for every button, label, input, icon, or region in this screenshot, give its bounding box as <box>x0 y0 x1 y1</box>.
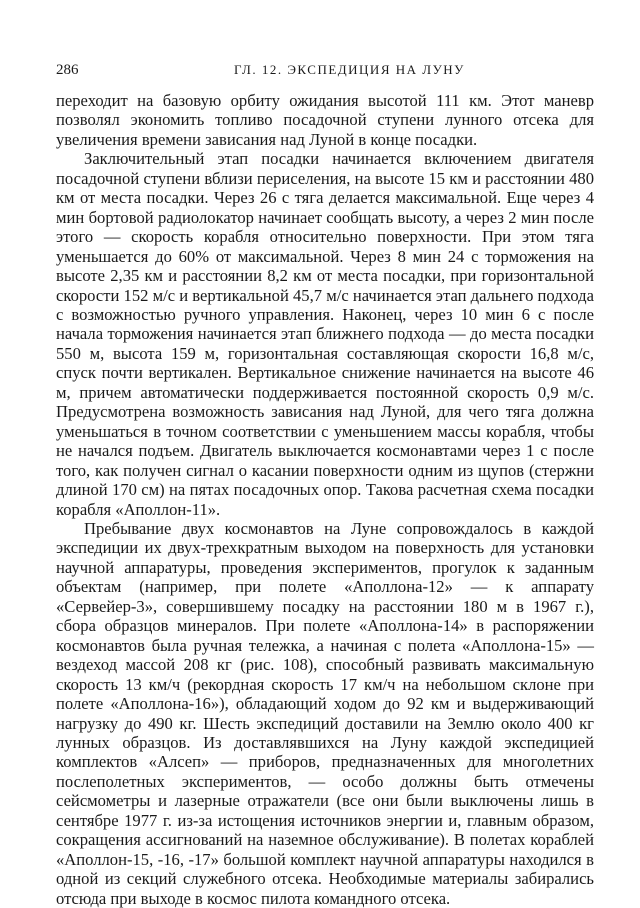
body-text <box>56 91 594 908</box>
running-head <box>56 62 594 79</box>
book-page <box>56 62 594 908</box>
page-number: 286 <box>56 62 79 78</box>
chapter-title: ГЛ. 12. ЭКСПЕДИЦИЯ НА ЛУНУ <box>234 62 465 77</box>
paragraph-landing-stages: Заключительный этап посадки начинается включением двигателя посадочной ступени вблизи периселения, на высоте 15 км и расстоянии 480 км от места посадки. Через 26 с тяга делается максимальной. Еще через 4 мин бортовой радиолокатор начинает сообщать высоту, а через 2 мин после этого — скорость корабля относительно поверхности. При этом тяга уменьшается до 60% от максимальной. Через 8 мин 24 с торможения на высоте 2,35 км и расстоянии 8,2 км от места посадки, при горизонтальной скорости 152 м/с и вертикальной 45,7 м/с начинается этап дальнего подхода с возможностью ручного управления. Наконец, через 10 мин 6 с после начала торможения начинается этап ближнего подхода — до места посадки 550 м, высота 159 м, горизонтальная составляющая скорости 16,8 м/с, спуск почти вертикален. Вертикальное снижение начинается на высоте 46 м, причем автоматически поддерживается постоянной скорость 0,9 м/с. Предусмотрена возможность зависания над Луной, для чего тяга должна уменьшаться в точном соответствии с уменьшением массы корабля, чтобы не начался подъем. Двигатель выключается космонавтами через 1 с после того, как получен сигнал о касании поверхности одним из щупов (стержни длиной 170 см) на пятах посадочных опор. Такова расчетная схема посадки корабля «Аполлон-11». <box>56 149 594 519</box>
paragraph-continuation: переходит на базовую орбиту ожидания высотой 111 км. Этот маневр позволял экономить топливо посадочной ступени лунного отсека для увеличения времени зависания над Луной в конце посадки. <box>56 91 594 149</box>
paragraph-lunar-surface-activity: Пребывание двух космонавтов на Луне сопровождалось в каждой экспедиции их двух-трехкратным выходом на поверхность для установки научной аппаратуры, проведения экспериментов, прогулок к заданным объектам (например, при полете «Аполлона-12» — к аппарату «Сервейер-3», совершившему посадку на расстоянии 180 м в 1967 г.), сбора образцов минералов. При полете «Аполлона-14» в распоряжении космонавтов была ручная тележка, а начиная с полета «Аполлона-15» — вездеход массой 208 кг (рис. 108), способный развивать максимальную скорость 13 км/ч (рекордная скорость 17 км/ч на небольшом склоне при полете «Аполлона-16»), обладающий ходом до 92 км и выдерживающий нагрузку до 490 кг. Шесть экспедиций доставили на Землю около 400 кг лунных образцов. Из доставлявшихся на Луну каждой экспедицией комплектов «Алсеп» — приборов, предназначенных для многолетних послеполетных экспериментов, — особо должны быть отмечены сейсмометры и лазерные отражатели (все они были выключены лишь в сентябре 1977 г. из-за истощения источников энергии и, главным образом, сокращения ассигнований на наземное обслуживание). В полетах кораблей «Аполлон-15, -16, -17» большой комплект научной аппаратуры находился в одной из секций служебного отсека. Необходимые материалы забирались отсюда при выходе в космос пилота командного отсека. <box>56 518 594 908</box>
